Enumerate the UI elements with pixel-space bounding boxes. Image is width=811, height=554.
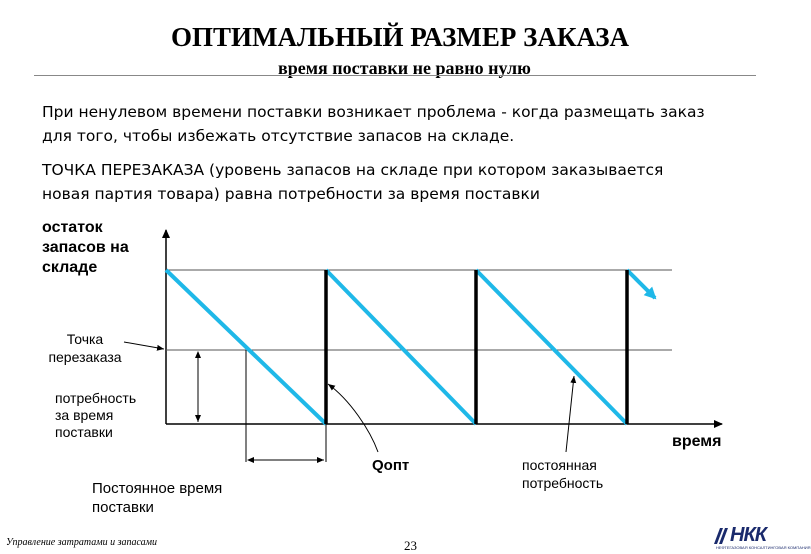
- y-axis-label-line-3: складе: [42, 259, 98, 276]
- logo-subtitle: НЕФТЕГАЗОВАЯ КОНСАЛТИНГОВАЯ КОМПАНИЯ: [716, 545, 811, 550]
- lead-time-label-line-2: поставки: [92, 499, 154, 516]
- page-number: 23: [404, 538, 417, 553]
- logo-text: НКК: [730, 524, 767, 546]
- page-title: ОПТИМАЛЬНЫЙ РАЗМЕР ЗАКАЗА: [171, 22, 629, 52]
- lead-demand-label-line-2: за время: [55, 407, 114, 423]
- reorder-pointer: [124, 342, 164, 349]
- lead-time-label-line-1: Постоянное время: [92, 480, 223, 497]
- constant-demand-label-line-1: постоянная: [522, 457, 597, 473]
- constant-demand-label: [522, 456, 603, 492]
- y-axis-label-line-2: запасов на: [42, 239, 129, 256]
- qopt-pointer: [328, 384, 378, 452]
- lead-demand-label-line-1: потребность: [55, 390, 137, 406]
- footer-course-title: Управление затратами и запасами: [6, 537, 158, 548]
- intro-line-2: для того, чтобы избежать отсутствие запасов на складе.: [42, 127, 515, 145]
- depletion-segment-2: [326, 270, 476, 424]
- reorder-point-label-line-2: перезаказа: [48, 349, 122, 365]
- constant-demand-label-line-2: потребность: [522, 475, 604, 491]
- reorder-definition-line-2: новая партия товара) равна потребности за время поставки: [42, 185, 540, 203]
- depletion-segment-4: [627, 270, 655, 298]
- lead-demand-label-line-3: поставки: [55, 424, 113, 440]
- lead-demand-label: [55, 390, 136, 441]
- reorder-definition-line-1: ТОЧКА ПЕРЕЗАКАЗА (уровень запасов на складе при котором заказывается: [42, 161, 664, 179]
- depletion-segment-3: [476, 270, 627, 424]
- constant-demand-pointer: [566, 376, 574, 452]
- y-axis-label-line-1: остаток: [42, 219, 103, 236]
- logo-stripes-icon: [712, 526, 732, 546]
- page-subtitle: время поставки не равно нулю: [278, 58, 531, 78]
- company-logo: [712, 524, 811, 552]
- lead-time-label: [92, 479, 222, 517]
- reorder-point-label-line-1: Точка: [66, 331, 104, 347]
- y-axis-label: [42, 218, 129, 278]
- qopt-label: Qопт: [372, 457, 410, 474]
- reorder-point-label: [40, 330, 130, 366]
- x-axis-label: время: [672, 433, 722, 450]
- intro-line-1: При ненулевом времени поставки возникает проблема - когда размещать заказ: [42, 103, 705, 121]
